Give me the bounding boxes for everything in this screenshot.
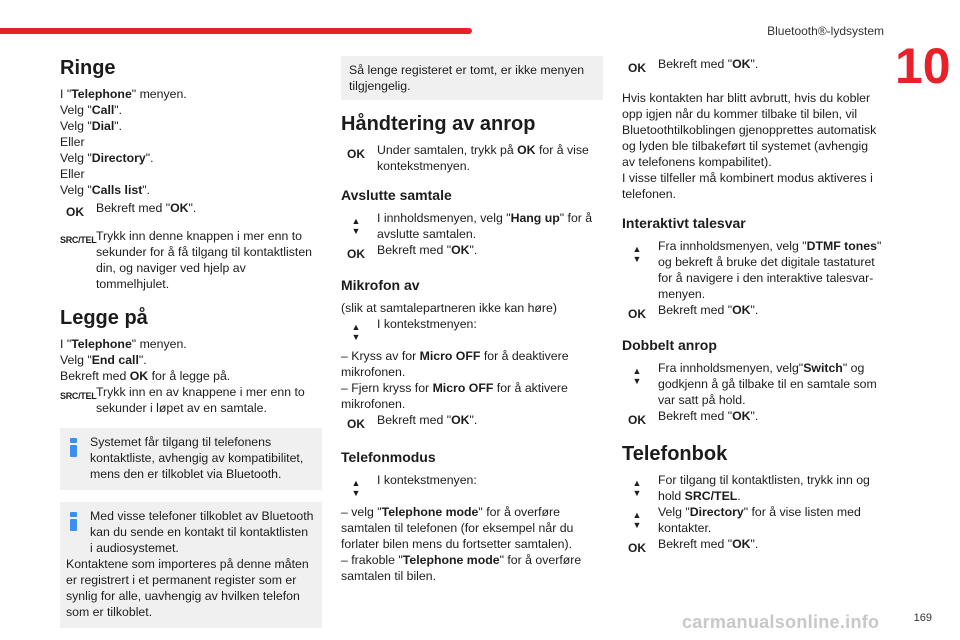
ok-icon: OK [347,247,365,261]
ok-step: OK Bekreft med "OK". [341,412,603,428]
arrow-up-down-icon: ▲ ▼ [632,510,642,530]
src-tel-icon: SRC/TEL [60,235,97,245]
ok-icon: OK [628,307,646,321]
text-line: Velg "End call". [60,353,147,367]
text-paragraph: I visse tilfeller må kombinert modus aktiveres i telefonen. [622,171,873,201]
page-number: 169 [913,612,932,624]
heading-interaktivt: Interaktivt talesvar [622,215,746,231]
heading-telefonmodus: Telefonmodus [341,449,436,465]
text-line: I "Telephone" menyen. [60,87,187,101]
heading-mikrofon: Mikrofon av [341,277,420,293]
arrow-step: ▲ ▼ I kontekstmenyen: [341,472,603,504]
src-step: SRC/TEL Trykk inn en av knappene i mer enn to sekunder i løpet av en samtale. [60,385,305,415]
arrow-step: ▲ ▼ I kontekstmenyen: [341,316,603,348]
ok-icon: OK [628,61,646,75]
ok-icon: OK [347,417,365,431]
arrow-up-down-icon: ▲ ▼ [632,244,642,264]
arrow-up-down-icon: ▲ ▼ [632,366,642,386]
heading-telefonbok: Telefonbok [622,443,728,465]
text-line: Velg "Call". [60,103,123,117]
info-icon [70,512,77,532]
ok-step: OK Bekreft med "OK". [60,200,322,216]
ok-icon: OK [628,541,646,555]
column-2 [341,56,603,584]
text-line: – velg "Telephone mode" for å overføre samtalen til telefonen (for eksempel når du forlater bilen mens du fortsetter samtalen). [341,505,574,551]
info-note: Med visse telefoner tilkoblet av Bluetooth kan du sende en kontakt til kontaktlisten i audiosystemet. Kontaktene som importeres på denne måten er registrert i et permanent register som er synlig for alle, uavhengig av hvilken telefon som er tilkoblet. [60,502,322,628]
arrow-step: ▲ ▼ Fra innholdsmenyen, velg"Switch" og godkjenn å gå tilbake til en samtale som var satt på hold. [622,360,884,408]
ok-icon: OK [66,205,84,219]
heading-dobbelt: Dobbelt anrop [622,337,717,353]
text-line: Velg "Directory". [60,151,154,165]
column-3 [622,56,884,555]
column-1 [60,56,322,628]
text-line: Eller [60,135,85,149]
heading-ringe: Ringe [60,57,116,79]
arrow-step: ▲ ▼ For tilgang til kontaktlisten, trykk inn og hold SRC/TEL. [622,472,884,504]
watermark: carmanualsonline.info [682,612,880,632]
ok-icon: OK [347,147,365,161]
text-line: I "Telephone" menyen. [60,337,187,351]
src-step: SRC/TEL Trykk inn denne knappen i mer enn to sekunder for å få tilgang til kontaktlisten din, og naviger ved hjelp av tommelhjulet. [60,229,313,291]
text-line: – Kryss av for Micro OFF for å deaktivere mikrofonen. [341,349,569,379]
chapter-number: 10 [895,38,951,94]
arrow-step: ▲ ▼ Fra innholdsmenyen, velg "DTMF tones" og bekreft å bruke det digitale tastaturet for å navigere i den interaktive talesvar-menyen. [622,238,884,302]
ok-step: OK Bekreft med "OK". [622,302,884,318]
src-tel-icon: SRC/TEL [60,391,97,401]
text-line: Velg "Calls list". [60,183,151,197]
text-line: Eller [60,167,85,181]
arrow-up-down-icon: ▲ ▼ [351,216,361,236]
heading-avslutte: Avslutte samtale [341,187,452,203]
text-line: – frakoble "Telephone mode" for å overføre samtalen til bilen. [341,553,582,583]
text-paragraph: Hvis kontakten har blitt avbrutt, hvis du kobler opp igjen når du kommer tilbake til bilen, vil Bluetoothtilkoblingen gjenopprettes automatisk og lyden ble tilbakeført til systemet (avhengig av telefonens kompabilitet). [622,91,877,169]
notice-box: Så lenge registeret er tomt, er ikke menyen tilgjengelig. [341,56,603,100]
ok-step: OK Bekreft med "OK". [622,56,884,72]
info-note: Systemet får tilgang til telefonens kontaktliste, avhengig av kompatibilitet, mens den er tilkoblet via Bluetooth. [60,428,322,490]
arrow-up-down-icon: ▲ ▼ [351,478,361,498]
heading-legge-pa: Legge på [60,307,148,329]
ok-step: OK Bekreft med "OK". [622,408,884,424]
text-line: Bekreft med OK for å legge på. [60,369,231,383]
ok-step: OK Bekreft med "OK". [341,242,603,258]
section-header: Bluetooth®-lydsystem [767,24,884,38]
arrow-step: ▲ ▼ Velg "Directory" for å vise listen med kontakter. [622,504,884,536]
text-line: – Fjern kryss for Micro OFF for å aktivere mikrofonen. [341,381,568,411]
ok-step: OK Bekreft med "OK". [622,536,884,552]
info-icon [70,438,77,458]
text-line: (slik at samtalepartneren ikke kan høre) [341,301,557,315]
arrow-up-down-icon: ▲ ▼ [351,322,361,342]
heading-handtering: Håndtering av anrop [341,113,536,135]
arrow-up-down-icon: ▲ ▼ [632,478,642,498]
ok-icon: OK [628,413,646,427]
ok-step: OK Under samtalen, trykk på OK for å vise kontekstmenyen. [341,142,603,174]
text-line: Velg "Dial". [60,119,123,133]
arrow-step: ▲ ▼ I innholdsmenyen, velg "Hang up" for å avslutte samtalen. [341,210,603,242]
accent-bar [0,28,472,34]
